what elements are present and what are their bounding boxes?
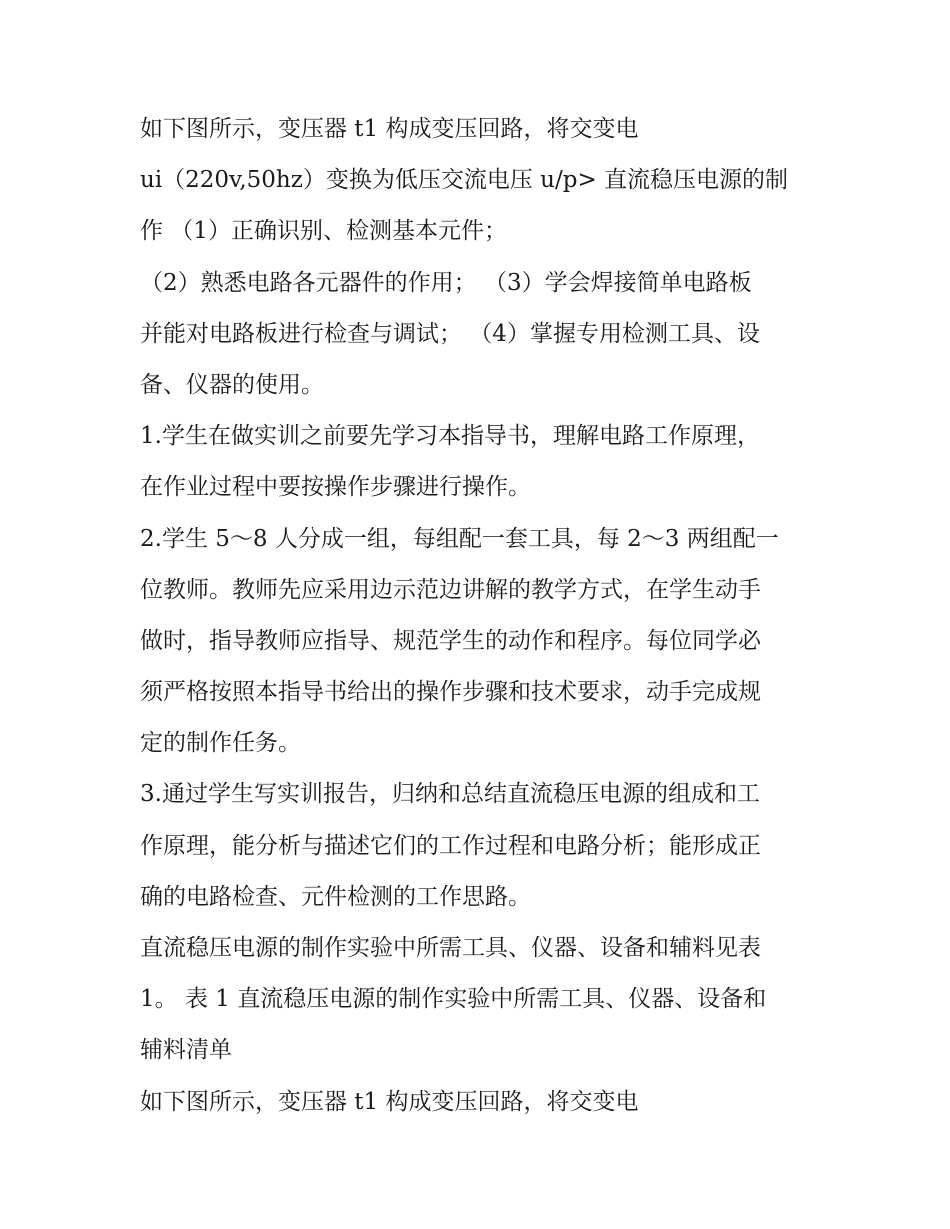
text-line: ui（220v,50hz）变换为低压交流电压 u/p> 直流稳压电源的制 <box>140 167 789 194</box>
text-line: （2）熟悉电路各元器件的作用； （3）学会焊接简单电路板 <box>140 269 752 296</box>
text-line: 须严格按照本指导书给出的操作步骤和技术要求，动手完成规 <box>140 679 761 706</box>
text-line: 确的电路检查、元件检测的工作思路。 <box>140 883 531 910</box>
text-line: 辅料清单 <box>140 1037 232 1064</box>
text-line: 位教师。教师先应采用边示范边讲解的教学方式，在学生动手 <box>140 576 761 603</box>
text-line: 如下图所示，变压器 t1 构成变压回路，将交变电 <box>140 116 639 142</box>
text-line: 做时，指导教师应指导、规范学生的动作和程序。每位同学必 <box>140 627 761 654</box>
text-line: 2.学生 5～8 人分成一组，每组配一套工具，每 2～3 两组配一 <box>140 525 779 552</box>
text-line: 作 （1）正确识别、检测基本元件； <box>140 218 507 245</box>
text-line: 1。 表 1 直流稳压电源的制作实验中所需工具、仪器、设备和 <box>140 986 767 1013</box>
text-line: 定的制作任务。 <box>140 730 301 757</box>
text-line: 1.学生在做实训之前要先学习本指导书，理解电路工作原理， <box>140 423 760 450</box>
text-line: 并能对电路板进行检查与调试； （4）掌握专用检测工具、设 <box>140 320 760 347</box>
text-line: 直流稳压电源的制作实验中所需工具、仪器、设备和辅料见表 <box>140 935 761 961</box>
text-line: 3.通过学生写实训报告，归纳和总结直流稳压电源的组成和工 <box>140 781 760 808</box>
text-line: 在作业过程中要按操作步骤进行操作。 <box>140 474 531 501</box>
text-line: 作原理，能分析与描述它们的工作过程和电路分析；能形成正 <box>140 832 761 859</box>
text-line: 备、仪器的使用。 <box>140 371 324 398</box>
document-body <box>140 104 820 1128</box>
text-line: 如下图所示，变压器 t1 构成变压回路，将交变电 <box>140 1088 639 1115</box>
